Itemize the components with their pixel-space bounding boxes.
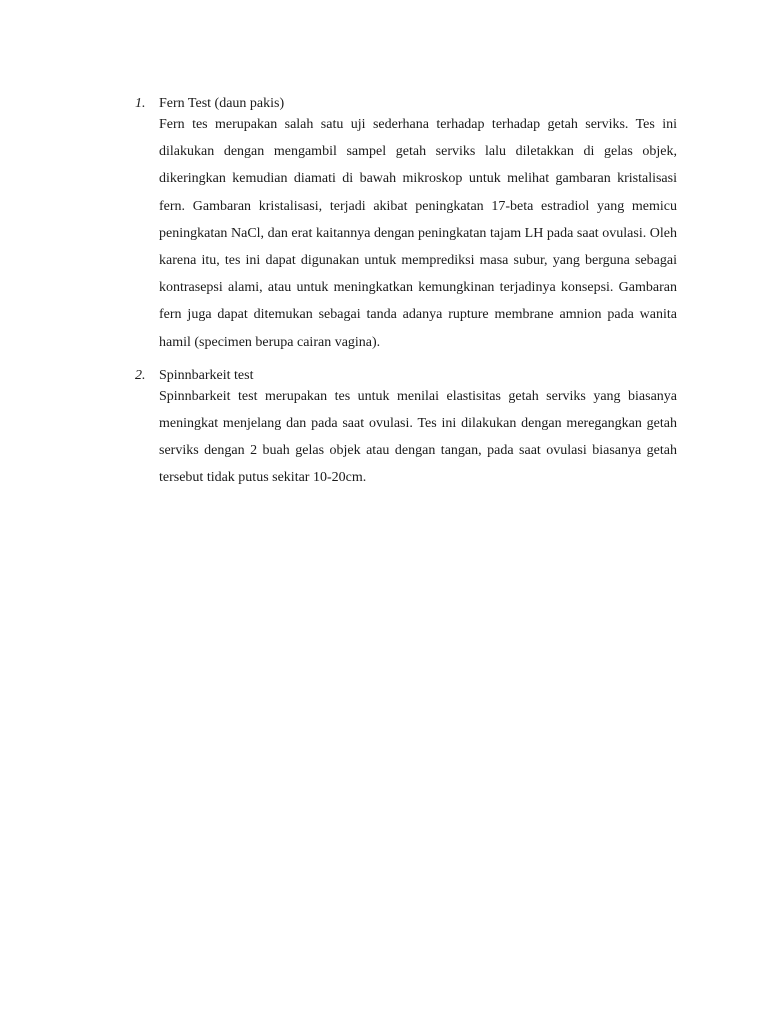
numbered-list bbox=[0, 91, 768, 499]
list-number: 1. bbox=[135, 96, 146, 111]
item-heading: Fern Test (daun pakis) bbox=[159, 96, 285, 111]
item-heading: Spinnbarkeit test bbox=[159, 367, 254, 383]
list-number: 2. bbox=[135, 367, 146, 383]
item-paragraph: Fern tes merupakan salah satu uji sederhana terhadap terhadap getah serviks. Tes ini dilakukan dengan mengambil sampel getah serviks lalu diletakkan di gelas objek, dikeringkan kemudian diamati di bawah mikroskop untuk melihat gambaran kristalisasi fern. Gambaran kristalisasi, terjadi akibat peningkatan 17-beta estradiol yang memicu peningkatan NaCl, dan erat kaitannya dengan peningkatan tajam LH pada saat ovulasi. Oleh karena itu, tes ini dapat digunakan untuk memprediksi masa subur, yang berguna sebagai kontrasepsi alami, atau untuk meningkatkan kemungkinan terjadinya konsepsi. Gambaran fern juga dapat ditemukan sebagai tanda adanya rupture membrane amnion pada wanita hamil (specimen berupa cairan vagina). bbox=[159, 117, 677, 350]
item-paragraph: Spinnbarkeit test merupakan tes untuk menilai elastisitas getah serviks yang biasanya meningkat menjelang dan pada saat ovulasi. Tes ini dilakukan dengan meregangkan getah serviks dengan 2 buah gelas objek atau dengan tangan, pada saat ovulasi biasanya getah tersebut tidak putus sekitar 10-20cm. bbox=[159, 388, 677, 486]
list-item-spinnbarkeit-test bbox=[0, 363, 768, 492]
list-item-fern-test bbox=[0, 91, 768, 356]
